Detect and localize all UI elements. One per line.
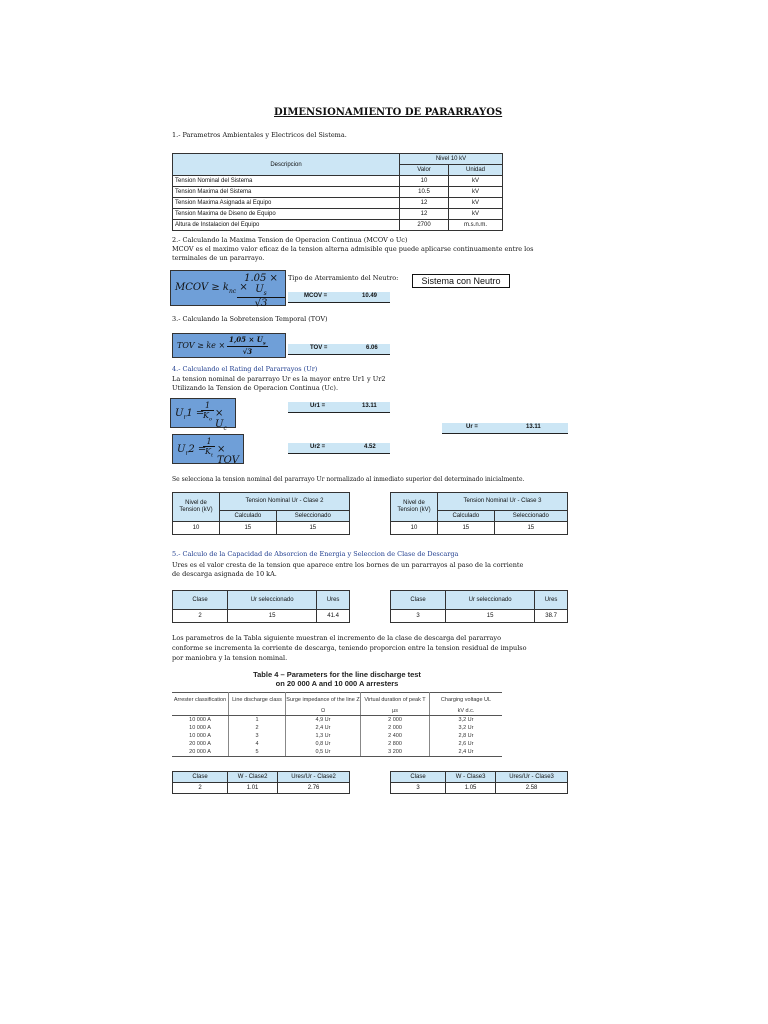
section-5-text: conforme se incrementa la corriente de descarga, teniendo proporcion entre la tension residual de impulso: [172, 644, 527, 652]
level-header: Nivel de Tension (kV): [173, 493, 220, 522]
ur2-formula: [172, 434, 244, 464]
ures-header: Ures: [535, 591, 568, 610]
calc-header: Calculado: [220, 510, 277, 521]
section-1-heading: 1.- Parametros Ambientales y Electricos del Sistema.: [172, 131, 347, 139]
w-value: 1.01: [228, 783, 278, 794]
tov-result-value: 6.06: [366, 345, 378, 351]
figure-cell: 2 000: [361, 724, 430, 732]
tov-denominator: √3: [242, 347, 253, 357]
ur2-result: [288, 443, 390, 454]
w-header: W - Clase3: [446, 772, 496, 783]
clase-header: Clase: [391, 772, 446, 783]
ur1-u: U: [175, 408, 184, 419]
ur-result-value: 13.11: [526, 424, 541, 430]
selection-note: Se selecciona la tension nominal del pararrayo Ur normalizado al inmediato superior del determinado inicialmente.: [172, 476, 525, 483]
grounding-select[interactable]: Sistema con Neutro: [412, 274, 510, 288]
row-desc: Altura de Instalacion del Equipo: [173, 220, 400, 231]
figure-cell: 4,9 Ur: [286, 716, 361, 725]
figure-cell: 3 200: [361, 748, 430, 757]
figure-cell: 10 000 A: [172, 716, 229, 725]
page-title: DIMENSIONAMIENTO DE PARARRAYOS: [274, 107, 503, 118]
system-parameters-table: [172, 153, 503, 231]
row-unit: kV: [449, 209, 503, 220]
figure-title: Table 4 – Parameters for the line discharge test: [253, 670, 421, 679]
mcov-denominator: √3: [254, 298, 268, 309]
figure-cell: 4: [229, 740, 286, 748]
sel-header: Seleccionado: [494, 510, 567, 521]
figure-cell: 1: [229, 716, 286, 725]
section-5-text: por maniobra y la tension nominal.: [172, 654, 288, 662]
figure-cell: 2 800: [361, 740, 430, 748]
mcov-sub: nc: [228, 288, 237, 295]
figure-unit: µs: [361, 707, 430, 716]
figure-cell: 3,2 Ur: [458, 725, 474, 731]
tov-result: [288, 344, 390, 355]
ur2-u: U: [177, 444, 186, 455]
tov-numerator: 1,05 × U: [229, 335, 263, 344]
figure-header: Arrester classification: [172, 693, 229, 708]
ur2-den-sub: t: [210, 452, 213, 459]
ur-sel-value: 15: [446, 610, 535, 623]
row-unit: kV: [449, 187, 503, 198]
level-header: Nivel de Tension (kV): [391, 493, 438, 522]
section-2-heading: 2.- Calculando la Maxima Tension de Operacion Continua (MCOV o Uc): [172, 236, 408, 244]
ur1-result-label: Ur1 =: [310, 403, 326, 409]
sel-header: Seleccionado: [276, 510, 349, 521]
ures-value: 41.4: [317, 610, 350, 623]
figure-cell: 2 400: [361, 732, 430, 740]
ur1-numerator: 1: [201, 401, 214, 411]
figure-unit: kV d.c.: [430, 707, 503, 716]
mcov-result-label: MCOV =: [304, 293, 328, 299]
figure-cell: 2,4 Ur: [430, 748, 503, 757]
figure-cell: 10 000 A: [172, 724, 229, 732]
level-header: Nivel 10 kV: [400, 154, 503, 165]
row-unit: m.s.n.m.: [449, 220, 503, 231]
tension-table-class-2: [172, 492, 350, 535]
ur-sel-header: Ur seleccionado: [228, 591, 317, 610]
ur2-rhs: × TOV: [217, 444, 239, 466]
ratio-value: 2.76: [278, 783, 350, 794]
figure-unit: Ω: [286, 707, 361, 716]
calc-value: 15: [438, 522, 495, 535]
ures-table-class-3: [390, 590, 568, 623]
energy-table-class-2: [172, 771, 350, 794]
figure-header: Surge impedance of the line Z: [286, 693, 361, 708]
figure-cell: 2 000: [361, 716, 430, 725]
ur1-rhs-sub: c: [223, 425, 227, 432]
section-5-text: Los parametros de la Tabla siguiente muestran el incremento de la clase de descarga del pararrayo: [172, 634, 502, 642]
clase-value: 3: [391, 783, 446, 794]
row-unit: kV: [449, 198, 503, 209]
row-value: 2700: [400, 220, 449, 231]
section-4-text: La tension nominal de pararrayo Ur es la mayor entre Ur1 y Ur2: [172, 375, 386, 383]
ur-sel-header: Ur seleccionado: [446, 591, 535, 610]
figure-table: [172, 692, 502, 757]
section-3-heading: 3.- Calculando la Sobretension Temporal (TOV): [172, 315, 328, 323]
figure-cell: 2,4 Ur: [286, 724, 361, 732]
ur-sel-value: 15: [228, 610, 317, 623]
level-value: 10: [391, 522, 438, 535]
row-value: 10.5: [400, 187, 449, 198]
mcov-num-sub: s: [263, 290, 267, 297]
tov-formula: [172, 333, 286, 358]
ur2-mid: 2 =: [188, 444, 207, 455]
mcov-numerator: 1.05 × U: [244, 273, 278, 295]
figure-cell: 2,8 Ur: [458, 733, 474, 739]
ratio-header: Ures/Ur - Clase2: [278, 772, 350, 783]
ur2-den: K: [205, 447, 211, 456]
clase-header: Clase: [391, 591, 446, 610]
figure-cell: 20 000 A: [172, 748, 229, 757]
ur1-sub: r: [183, 414, 187, 421]
ur1-formula: [170, 398, 236, 432]
ur2-sub: r: [185, 450, 189, 457]
mcov-lhs: MCOV ≥ k: [175, 282, 229, 293]
calc-header: Calculado: [438, 510, 495, 521]
section-4-heading: 4.- Calculando el Rating del Pararrayos (Ur): [172, 365, 318, 373]
ur-result-label: Ur =: [466, 424, 478, 430]
ur1-mid: 1 =: [186, 408, 205, 419]
ures-value: 38.7: [535, 610, 568, 623]
figure-cell: 2: [229, 724, 286, 732]
section-5-text: Ures es el valor cresta de la tension que aparece entre los bornes de un pararrayos al paso de la corriente: [172, 561, 524, 569]
w-header: W - Clase2: [228, 772, 278, 783]
sel-value: 15: [276, 522, 349, 535]
row-desc: Tension Maxima de Diseno de Equipo: [173, 209, 400, 220]
ur2-numerator: 1: [203, 437, 215, 447]
mcov-result-value: 10.49: [362, 293, 378, 299]
sel-value: 15: [494, 522, 567, 535]
ur-result: [442, 423, 568, 434]
ures-table-class-2: [172, 590, 350, 623]
mcov-formula: MCOV ≥ $k_{nc}$ × $\frac{1.05 \times U_s}{√3}$: [170, 270, 286, 306]
clase-value: 2: [173, 610, 228, 623]
desc-header: Descripcion: [173, 154, 400, 176]
unit-header: Unidad: [449, 165, 503, 176]
row-desc: Tension Maxima del Sistema: [173, 187, 400, 198]
section-4-text: Utilizando la Tension de Operacion Continua (Uc).: [172, 384, 339, 392]
grounding-label: Tipo de Aterramiento del Neutro:: [288, 274, 399, 282]
line-discharge-parameters-figure: [172, 670, 502, 766]
figure-cell: 2,6 Ur: [458, 741, 474, 747]
section-2-text: terminales de un pararrayo.: [172, 254, 265, 262]
ratio-value: 2.58: [496, 783, 568, 794]
figure-unit: [172, 707, 229, 716]
level-value: 10: [173, 522, 220, 535]
section-5-text: de descarga asignada de 10 kA.: [172, 570, 277, 578]
figure-cell: 0,8 Ur: [286, 740, 361, 748]
value-header: Valor: [400, 165, 449, 176]
ur1-den-sub: o: [208, 416, 212, 423]
ur1-rhs: × U: [215, 408, 224, 430]
ur1-result-value: 13.11: [362, 403, 377, 409]
energy-table-class-3: [390, 771, 568, 794]
figure-cell: 1,3 Ur: [286, 732, 361, 740]
row-value: 12: [400, 209, 449, 220]
ur1-result: [288, 402, 390, 413]
figure-subtitle: on 20 000 A and 10 000 A arresters: [275, 679, 399, 688]
figure-cell: 3: [229, 732, 286, 740]
clase-header: Clase: [173, 772, 228, 783]
figure-unit: [229, 707, 286, 716]
figure-header: Charging voltage UL: [430, 693, 503, 708]
mcov-result: [288, 292, 390, 303]
clase-value: 3: [391, 610, 446, 623]
figure-cell: 0,5 Ur: [286, 748, 361, 757]
clase-value: 2: [173, 783, 228, 794]
figure-cell: 10 000 A: [172, 732, 229, 740]
clase-header: Clase: [173, 591, 228, 610]
figure-cell: 3,2 Ur: [458, 717, 474, 723]
ur2-result-value: 4.52: [364, 444, 376, 450]
tov-lhs: TOV ≥ ke ×: [177, 341, 226, 350]
row-value: 10: [400, 176, 449, 187]
calc-value: 15: [220, 522, 277, 535]
figure-header: Line discharge class: [229, 693, 286, 708]
tension-header: Tension Nominal Ur - Clase 2: [220, 493, 350, 511]
row-desc: Tension Maxima Asignada al Equipo: [173, 198, 400, 209]
ratio-header: Ures/Ur - Clase3: [496, 772, 568, 783]
tov-result-label: TOV =: [310, 345, 328, 351]
figure-header: Virtual duration of peak T: [361, 693, 430, 708]
ur2-result-label: Ur2 =: [310, 444, 326, 450]
tension-table-class-3: [390, 492, 568, 535]
figure-cell: 5: [229, 748, 286, 757]
section-5-heading: 5.- Calculo de la Capacidad de Absorcion de Energia y Seleccion de Clase de Descarga: [172, 550, 459, 558]
figure-cell: 20 000 A: [172, 740, 229, 748]
row-unit: kV: [449, 176, 503, 187]
row-value: 12: [400, 198, 449, 209]
tov-num-sub: s: [262, 340, 266, 347]
row-desc: Tension Nominal del Sistema: [173, 176, 400, 187]
section-2-text: MCOV es el maximo valor eficaz de la tension alterna admisible que puede aplicarse continuamente entre los: [172, 245, 534, 253]
ures-header: Ures: [317, 591, 350, 610]
w-value: 1.05: [446, 783, 496, 794]
tension-header: Tension Nominal Ur - Clase 3: [438, 493, 568, 511]
ur1-den: K: [203, 411, 209, 420]
